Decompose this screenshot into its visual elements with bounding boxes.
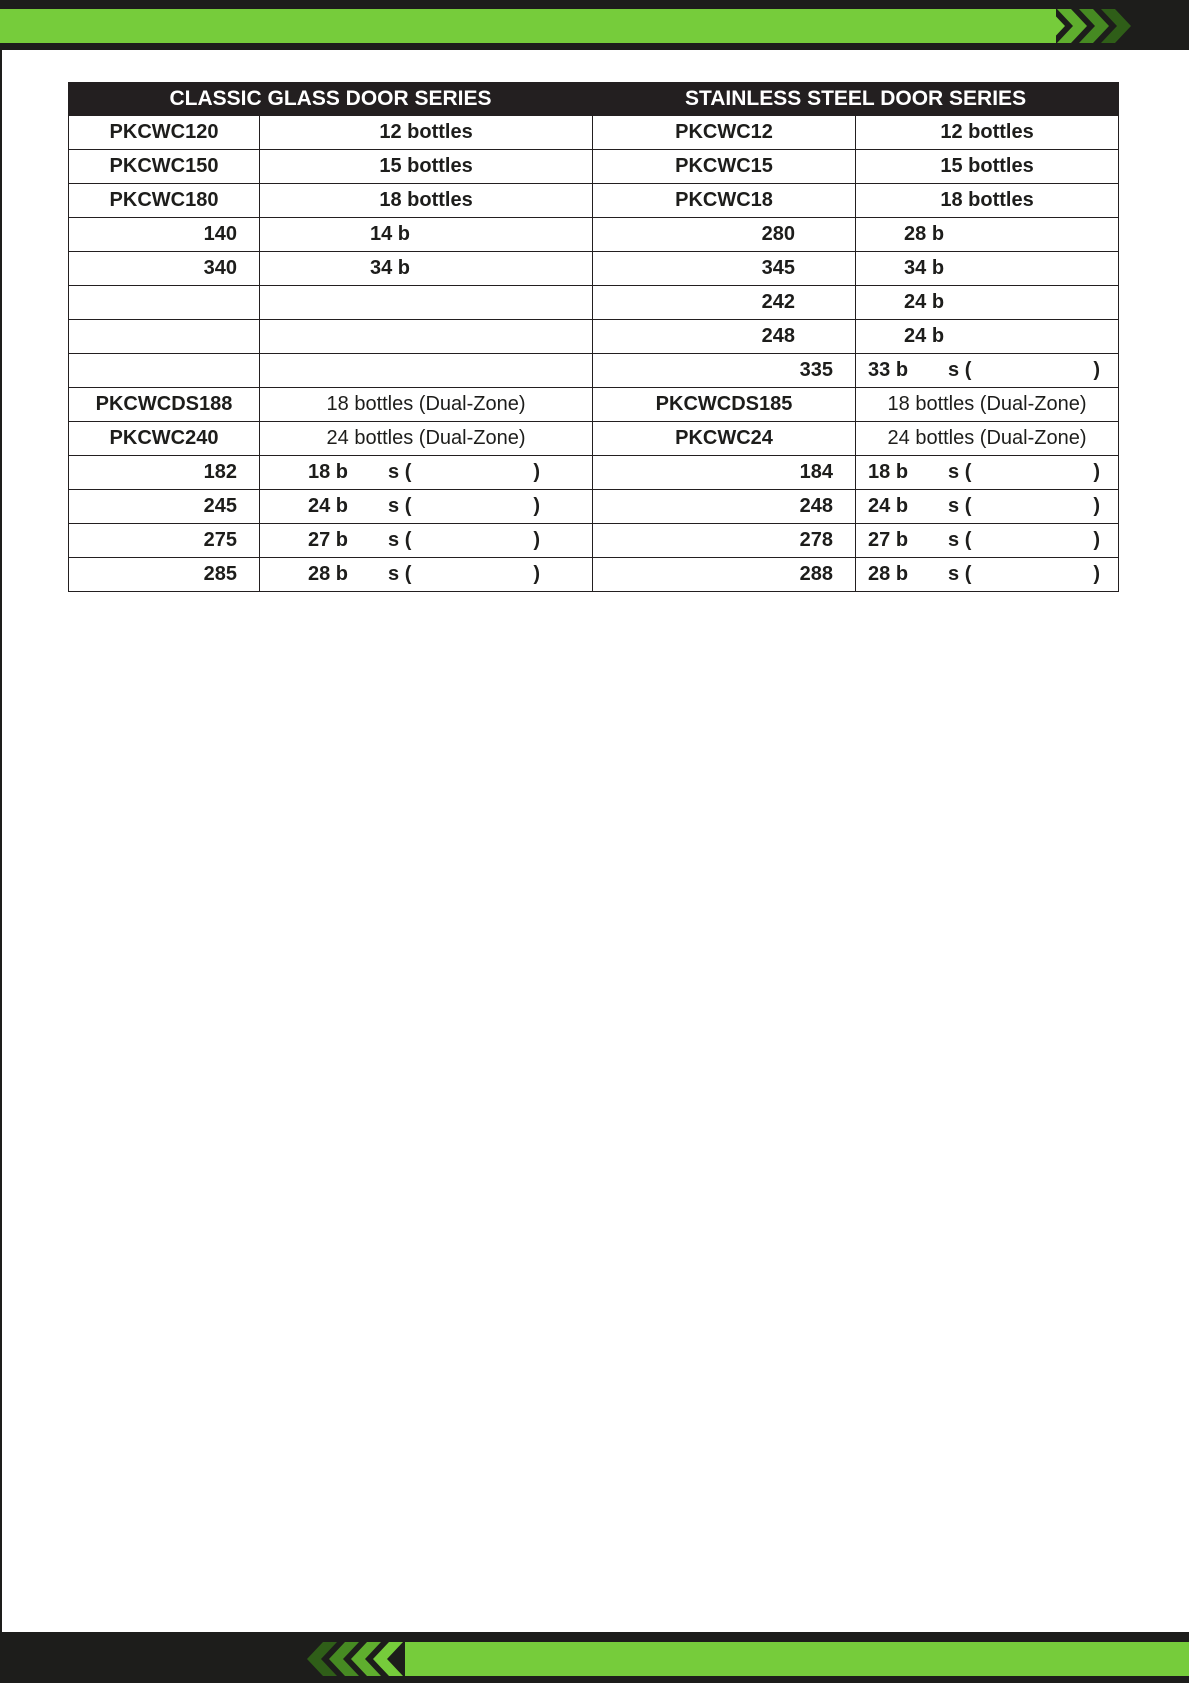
right-capacity: 15 bottles: [856, 150, 1119, 184]
left-model: 245: [69, 490, 260, 524]
table-row: [69, 320, 1119, 354]
left-model: PKCWCDS188: [69, 388, 260, 422]
table-row: [69, 388, 1119, 422]
right-capacity: 12 bottles: [856, 116, 1119, 150]
right-model: PKCWC12: [593, 116, 856, 150]
right-model: 335: [593, 354, 856, 388]
left-model: [69, 354, 260, 388]
left-capacity: 18 bottles: [260, 184, 593, 218]
right-capacity: [856, 354, 1119, 388]
capacity-fragment: 27 b: [868, 529, 909, 551]
left-capacity: 24 bottles (Dual-Zone): [260, 422, 593, 456]
table-row: [69, 456, 1119, 490]
capacity-fragment: ): [1093, 563, 1101, 585]
right-capacity: 28 b: [856, 218, 1119, 252]
table-row: [69, 252, 1119, 286]
left-model: PKCWC180: [69, 184, 260, 218]
left-model: 182: [69, 456, 260, 490]
capacity-fragment: ): [533, 495, 540, 517]
left-model: 285: [69, 558, 260, 592]
right-model: PKCWC15: [593, 150, 856, 184]
chevron-left-icon: [305, 1642, 425, 1676]
capacity-fragment: ): [1093, 461, 1101, 483]
capacity-fragment: 24 b: [308, 495, 349, 517]
capacity-fragment: ): [533, 563, 540, 585]
table-header-row: [69, 83, 1119, 116]
capacity-fragment: 33 b: [868, 359, 909, 381]
right-model: PKCWC24: [593, 422, 856, 456]
capacity-fragment: 18 b: [308, 461, 349, 483]
left-model: 140: [69, 218, 260, 252]
left-capacity: [260, 320, 593, 354]
right-capacity: 18 bottles (Dual-Zone): [856, 388, 1119, 422]
right-capacity: [856, 456, 1119, 490]
bottom-green-stripe: [405, 1642, 1189, 1676]
capacity-fragment: s (: [948, 529, 972, 551]
capacity-fragment: ): [533, 529, 540, 551]
capacity-fragment: ): [1093, 495, 1101, 517]
capacity-fragment: 28 b: [308, 563, 349, 585]
left-capacity: [260, 490, 593, 524]
left-model: PKCWC240: [69, 422, 260, 456]
right-capacity: [856, 524, 1119, 558]
right-model: 248: [593, 490, 856, 524]
table-row: [69, 524, 1119, 558]
right-model: PKCWC18: [593, 184, 856, 218]
right-capacity: 18 bottles: [856, 184, 1119, 218]
right-capacity: 34 b: [856, 252, 1119, 286]
right-model: 278: [593, 524, 856, 558]
right-model: 345: [593, 252, 856, 286]
capacity-fragment: 24 b: [868, 495, 909, 517]
capacity-fragment: s (: [948, 359, 972, 381]
right-capacity: 24 b: [856, 286, 1119, 320]
left-model: PKCWC120: [69, 116, 260, 150]
left-capacity: [260, 456, 593, 490]
right-model: 242: [593, 286, 856, 320]
left-model: 275: [69, 524, 260, 558]
left-capacity: 12 bottles: [260, 116, 593, 150]
capacity-fragment: ): [533, 461, 540, 483]
left-capacity: 34 b: [260, 252, 593, 286]
capacity-fragment: ): [1093, 529, 1101, 551]
left-capacity: [260, 354, 593, 388]
table-row: [69, 150, 1119, 184]
table-row: [69, 286, 1119, 320]
wine-cooler-spec-table: [68, 82, 1119, 592]
table-row: [69, 354, 1119, 388]
right-capacity: 24 bottles (Dual-Zone): [856, 422, 1119, 456]
header-classic-glass: CLASSIC GLASS DOOR SERIES: [69, 83, 593, 116]
right-model: 184: [593, 456, 856, 490]
left-model: [69, 286, 260, 320]
header-stainless-steel: STAINLESS STEEL DOOR SERIES: [593, 83, 1119, 116]
left-capacity: 14 b: [260, 218, 593, 252]
capacity-fragment: ): [1093, 359, 1101, 381]
capacity-fragment: s (: [388, 461, 412, 483]
capacity-fragment: s (: [948, 563, 972, 585]
capacity-fragment: s (: [948, 495, 972, 517]
left-model: [69, 320, 260, 354]
left-model: PKCWC150: [69, 150, 260, 184]
left-capacity: [260, 286, 593, 320]
capacity-fragment: s (: [388, 529, 412, 551]
table-row: [69, 184, 1119, 218]
table-row: [69, 116, 1119, 150]
right-capacity: [856, 490, 1119, 524]
chevron-right-icon: [1035, 9, 1175, 43]
right-capacity: [856, 558, 1119, 592]
capacity-fragment: 28 b: [868, 563, 909, 585]
table-row: [69, 422, 1119, 456]
table-row: [69, 558, 1119, 592]
capacity-fragment: s (: [388, 563, 412, 585]
right-model: 280: [593, 218, 856, 252]
right-model: 248: [593, 320, 856, 354]
left-capacity: [260, 524, 593, 558]
capacity-fragment: s (: [948, 461, 972, 483]
left-capacity: 18 bottles (Dual-Zone): [260, 388, 593, 422]
table-row: [69, 490, 1119, 524]
top-green-stripe: [0, 9, 1056, 43]
page-left-border: [0, 0, 2, 1683]
left-model: 340: [69, 252, 260, 286]
left-capacity: [260, 558, 593, 592]
right-model: 288: [593, 558, 856, 592]
table-row: [69, 218, 1119, 252]
capacity-fragment: 18 b: [868, 461, 909, 483]
left-capacity: 15 bottles: [260, 150, 593, 184]
capacity-fragment: 27 b: [308, 529, 349, 551]
capacity-fragment: s (: [388, 495, 412, 517]
right-model: PKCWCDS185: [593, 388, 856, 422]
right-capacity: 24 b: [856, 320, 1119, 354]
